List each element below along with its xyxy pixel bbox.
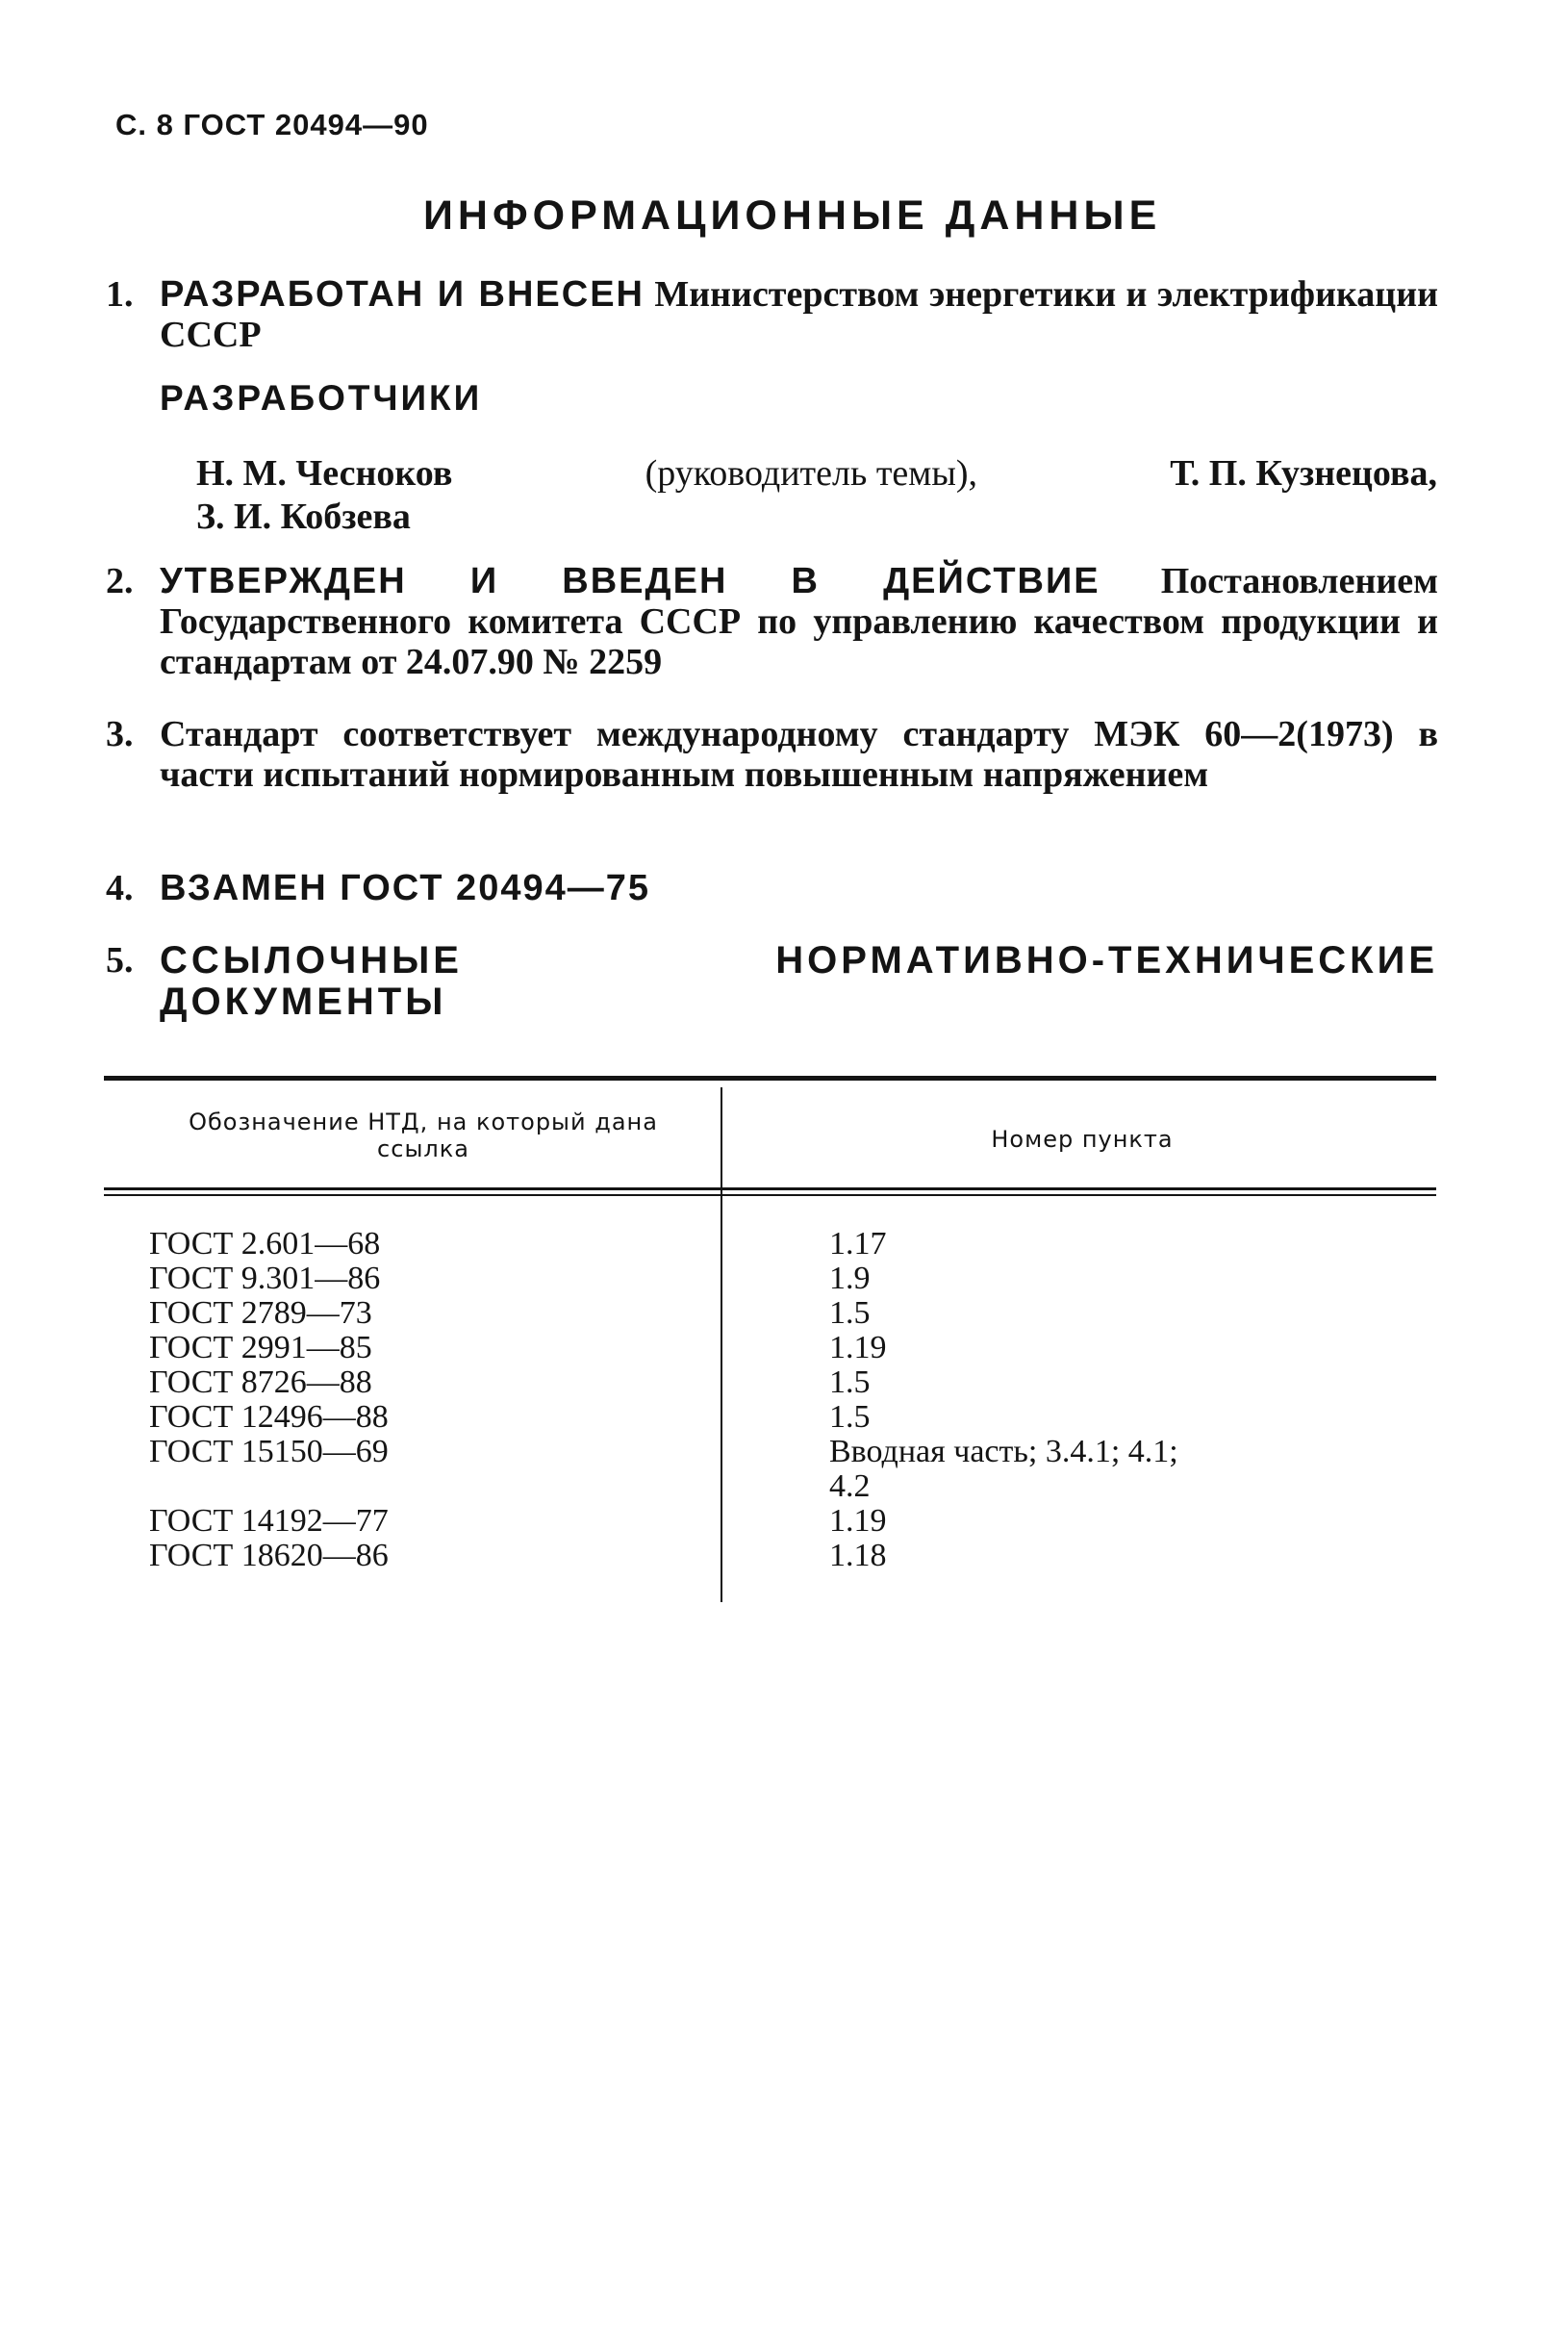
table-header-rule bbox=[104, 1194, 1436, 1196]
table-cell-document: ГОСТ 9.301—86 bbox=[149, 1261, 381, 1296]
item-lead: ВЗАМЕН ГОСТ 20494—75 bbox=[160, 868, 650, 908]
table-cell-document: ГОСТ 14192—77 bbox=[149, 1503, 389, 1539]
item-lead: ССЫЛОЧНЫЕ НОРМАТИВНО-ТЕХНИЧЕСКИЕ ДОКУМЕНТЫ bbox=[160, 939, 1438, 1023]
item-lead: РАЗРАБОТАН И ВНЕСЕН bbox=[160, 274, 645, 315]
table-cell-clause: 1.5 bbox=[829, 1399, 871, 1435]
table-cell-clause: 1.19 bbox=[829, 1330, 887, 1365]
item-number: 5. bbox=[106, 940, 134, 981]
info-item-2 bbox=[106, 561, 1438, 682]
developer-name: З. И. Кобзева bbox=[196, 497, 411, 537]
table-cell-document: ГОСТ 15150—69 bbox=[149, 1434, 389, 1469]
table-cell-clause: 1.5 bbox=[829, 1364, 871, 1400]
info-item-5 bbox=[106, 940, 1438, 1023]
table-top-rule bbox=[104, 1076, 1436, 1081]
item-text: Стандарт соответствует международному стандарту МЭК 60—2(1973) в части испытаний нормированным повышенным напряжением bbox=[160, 714, 1438, 795]
info-item-3 bbox=[106, 714, 1438, 795]
table-cell-clause: Вводная часть; 3.4.1; 4.1; 4.2 bbox=[829, 1434, 1178, 1504]
info-item-1 bbox=[106, 274, 1438, 355]
info-item-4 bbox=[106, 868, 1438, 908]
table-cell-clause: 1.9 bbox=[829, 1261, 871, 1296]
table-cell-clause: 1.19 bbox=[829, 1503, 887, 1539]
table-column-divider bbox=[721, 1087, 722, 1602]
page-header: С. 8 ГОСТ 20494—90 bbox=[115, 108, 429, 141]
table-header-clause: Номер пункта bbox=[991, 1126, 1174, 1153]
item-number: 4. bbox=[106, 868, 134, 908]
developers-heading: РАЗРАБОТЧИКИ bbox=[160, 378, 483, 418]
table-cell-document: ГОСТ 2.601—68 bbox=[149, 1226, 381, 1262]
table-header-rule bbox=[104, 1187, 1436, 1190]
item-text: Постановлением Государственного комитета СССР по управлению качеством продукции и стандартам от 24.07.90 № 2259 bbox=[160, 561, 1438, 682]
item-number: 1. bbox=[106, 274, 134, 315]
item-text: Министерством энергетики и электрификации СССР bbox=[160, 274, 1438, 355]
item-lead: УТВЕРЖДЕН И ВВЕДЕН В ДЕЙСТВИЕ bbox=[160, 561, 1100, 601]
section-title: ИНФОРМАЦИОННЫЕ ДАННЫЕ bbox=[423, 192, 1162, 239]
developer-name: Н. М. Чесноков bbox=[196, 453, 453, 494]
table-cell-clause: 1.5 bbox=[829, 1295, 871, 1331]
item-number: 2. bbox=[106, 561, 134, 601]
table-header-document: Обозначение НТД, на который дана ссылка bbox=[189, 1109, 658, 1162]
developer-name: Т. П. Кузнецова, bbox=[1170, 453, 1437, 494]
item-number: 3. bbox=[106, 714, 134, 754]
table-column-documents bbox=[149, 1227, 688, 1573]
table-cell-clause: 1.17 bbox=[829, 1226, 887, 1262]
table-cell-document: ГОСТ 2991—85 bbox=[149, 1330, 372, 1365]
table-cell-document: ГОСТ 2789—73 bbox=[149, 1295, 372, 1331]
developer-role: (руководитель темы), bbox=[645, 453, 978, 494]
table-column-clauses bbox=[829, 1227, 1368, 1573]
table-cell-clause: 1.18 bbox=[829, 1538, 887, 1573]
table-cell-document: ГОСТ 8726—88 bbox=[149, 1364, 372, 1400]
table-cell-document: ГОСТ 18620—86 bbox=[149, 1538, 389, 1573]
developers-list bbox=[196, 452, 1437, 539]
table-cell-document: ГОСТ 12496—88 bbox=[149, 1399, 389, 1435]
